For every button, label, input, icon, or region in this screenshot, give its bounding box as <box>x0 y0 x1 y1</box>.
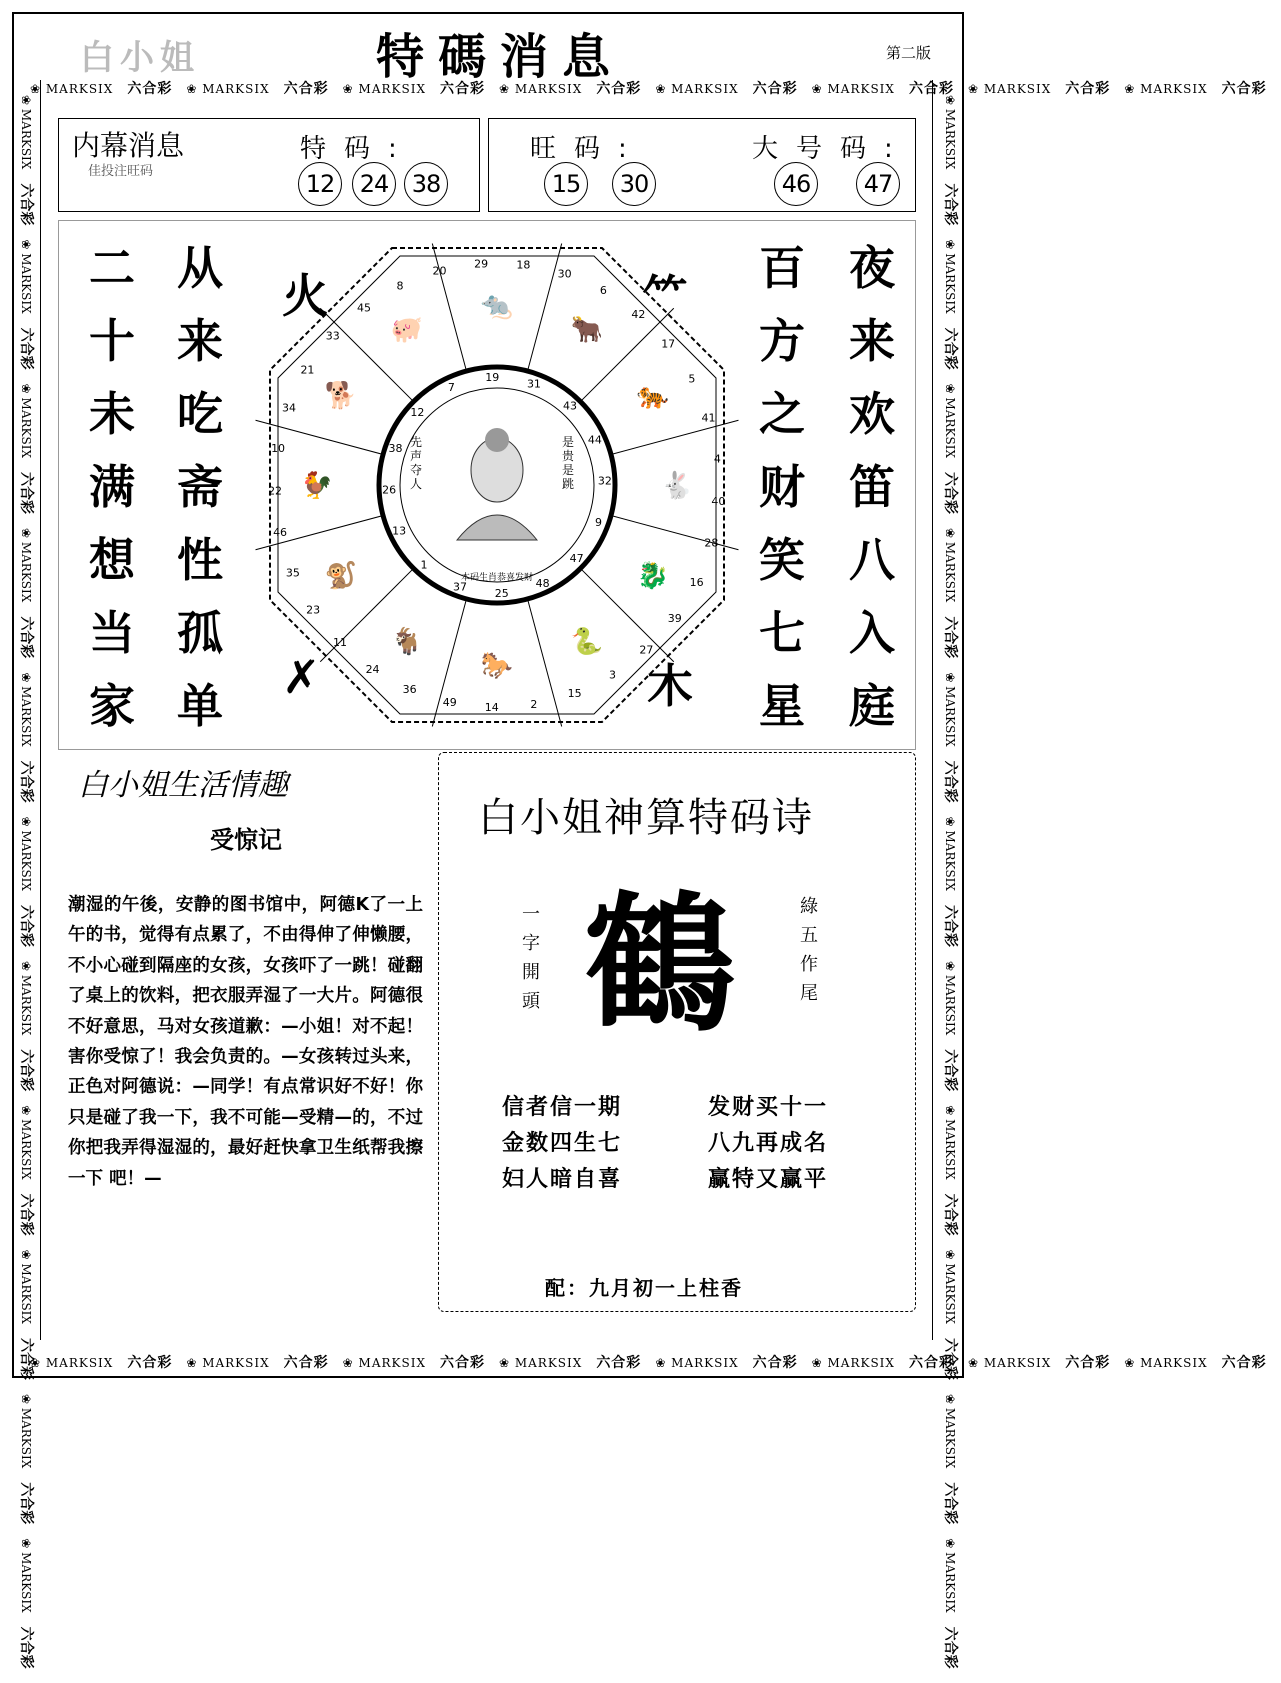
watermark-brand: ❀ MARKSIX <box>943 527 957 603</box>
watermark-brand: ❀ MARKSIX <box>811 82 895 96</box>
watermark-text <box>1124 1350 1266 1376</box>
wheel-outer-number: 6 <box>599 284 607 298</box>
story-heading: 白小姐生活情趣 <box>78 768 288 803</box>
poem-verses-left <box>502 1090 622 1198</box>
watermark-brand-cn: 六合彩 <box>908 81 954 97</box>
verse-char: 八 <box>849 533 895 587</box>
wheel-bottom-caption: 本码生肖恭喜发财 <box>460 573 533 583</box>
watermark-brand: ❀ MARKSIX <box>19 960 33 1036</box>
wheel-inner-number: 37 <box>453 580 468 594</box>
wheel-spoke <box>611 516 739 550</box>
poem-right-note <box>794 892 824 1008</box>
ox-icon: 🐂 <box>570 315 604 346</box>
watermark-brand: ❀ MARKSIX <box>943 672 957 747</box>
corner-brush-icon: ✗ <box>282 650 321 704</box>
dragon-icon: 🐉 <box>636 561 670 591</box>
verse-char: 夜 <box>849 241 895 295</box>
watermark-brand: ❀ MARKSIX <box>811 1356 895 1370</box>
special-code-1: 12 <box>298 162 342 206</box>
wheel-inner-number: 32 <box>597 474 612 488</box>
right-divider <box>932 80 933 1340</box>
left-verse-column-1 <box>82 232 142 743</box>
wheel-inner-number: 12 <box>410 406 425 420</box>
watermark-text <box>936 961 964 1091</box>
prosper-code-2: 30 <box>612 162 656 206</box>
wheel-spoke <box>611 420 739 454</box>
watermark-text <box>812 1350 954 1376</box>
watermark-brand-cn: 六合彩 <box>942 1337 958 1380</box>
wheel-spoke <box>528 244 562 372</box>
wheel-outer-number: 17 <box>661 337 676 351</box>
verse-char: 想 <box>89 533 135 587</box>
watermark-brand-cn: 六合彩 <box>596 81 642 97</box>
watermark-right <box>936 95 964 1669</box>
verse-char: 笑 <box>759 533 805 587</box>
watermark-brand-cn: 六合彩 <box>18 327 34 370</box>
watermark-brand: ❀ MARKSIX <box>1124 1356 1208 1370</box>
watermark-brand: ❀ MARKSIX <box>943 1393 957 1469</box>
faded-header-text: 白小姐 <box>80 38 200 78</box>
wheel-outer-number: 2 <box>530 697 538 711</box>
watermark-brand-cn: 六合彩 <box>908 1355 954 1371</box>
corner-brush-icon: ⽕ <box>282 269 328 323</box>
wheel-outer-number: 35 <box>285 566 300 580</box>
watermark-text <box>12 961 40 1091</box>
watermark-brand-cn: 六合彩 <box>752 81 798 97</box>
story-title: 受惊记 <box>210 826 282 854</box>
watermark-brand: ❀ MARKSIX <box>1124 82 1208 96</box>
verse-char: 星 <box>759 679 805 733</box>
verse-char: 十 <box>89 314 135 368</box>
watermark-text <box>30 76 172 102</box>
verse-char: 来 <box>177 314 223 368</box>
watermark-brand: ❀ MARKSIX <box>19 527 33 603</box>
watermark-brand-cn: 六合彩 <box>18 1337 34 1380</box>
watermark-brand-cn: 六合彩 <box>127 1355 173 1371</box>
verse-char: 斋 <box>177 460 223 514</box>
wheel-outer-number: 46 <box>273 526 288 540</box>
watermark-text <box>1124 76 1266 102</box>
watermark-brand-cn: 六合彩 <box>942 471 958 514</box>
snake-icon: 🐍 <box>570 626 604 657</box>
watermark-top <box>30 76 1267 102</box>
watermark-brand: ❀ MARKSIX <box>943 383 957 458</box>
wheel-outer-number: 36 <box>402 683 417 697</box>
verse-line: 赢特又赢平 <box>708 1167 829 1192</box>
wheel-outer-number: 18 <box>516 258 531 272</box>
wheel-outer-number: 39 <box>667 612 682 626</box>
watermark-brand-cn: 六合彩 <box>942 183 958 226</box>
wheel-inner-number: 38 <box>388 442 403 456</box>
verse-char: 性 <box>177 533 223 587</box>
story-body: 潮湿的午後，安静的图书馆中，阿德K了一上午的书，觉得有点累了，不由得伸了伸懒腰，不小心碰到隔座的女孩，女孩吓了一跳！碰翻了桌上的饮料，把衣服弄湿了一大片。阿德很不好意思，马对女孩道歉：—小姐！对不起！害你受惊了！我会负责的。—女孩转过头来，正色对阿德说：—同学！有点常识好不好！你只是碰了我一下，我不可能—受精—的，不过你把我弄得湿湿的，最好赶快拿卫生纸帮我擦一下 吧！— <box>68 895 423 1189</box>
verse-line: 信者信一期 <box>502 1095 623 1120</box>
wheel-inner-number: 31 <box>526 377 541 391</box>
watermark-brand: ❀ MARKSIX <box>655 1356 739 1370</box>
wheel-left-caption: 先声夺人 <box>410 435 423 491</box>
wheel-inner-number: 19 <box>485 371 500 385</box>
watermark-text <box>936 95 964 225</box>
page-title: 特碼消息 <box>375 29 624 85</box>
wheel-outer-number: 22 <box>268 484 283 498</box>
watermark-brand-cn: 六合彩 <box>283 1355 329 1371</box>
wheel-outer-number: 8 <box>396 279 404 293</box>
special-code-label: 特码: <box>300 134 415 164</box>
watermark-text <box>186 76 328 102</box>
wheel-inner-number: 7 <box>447 381 455 395</box>
watermark-text <box>343 1350 485 1376</box>
watermark-brand: ❀ MARKSIX <box>943 816 957 891</box>
wheel-outer-number: 4 <box>713 452 721 466</box>
verse-char: 单 <box>177 679 223 733</box>
wheel-outer-number: 14 <box>484 700 499 714</box>
right-verse-column-1 <box>752 232 812 743</box>
wheel-outer-number: 5 <box>688 372 696 386</box>
wheel-outer-number: 28 <box>704 536 719 550</box>
watermark-brand-cn: 六合彩 <box>18 904 34 947</box>
watermark-brand: ❀ MARKSIX <box>498 82 583 96</box>
corner-brush-icon: ⽊ <box>647 659 693 713</box>
wheel-outer-number: 34 <box>281 401 296 415</box>
zodiac-wheel <box>262 240 732 730</box>
watermark-brand-cn: 六合彩 <box>439 1355 485 1371</box>
note-char: 字 <box>522 933 540 954</box>
watermark-brand-cn: 六合彩 <box>18 183 34 226</box>
watermark-brand: ❀ MARKSIX <box>943 960 957 1036</box>
watermark-brand-cn: 六合彩 <box>283 81 329 97</box>
special-code-2: 24 <box>352 162 396 206</box>
verse-char: 入 <box>849 606 895 660</box>
verse-char: 从 <box>177 241 223 295</box>
watermark-text <box>12 528 40 658</box>
watermark-text <box>12 672 40 802</box>
pig-icon: 🐖 <box>390 315 424 346</box>
wheel-outer-number: 21 <box>300 363 315 377</box>
wheel-inner-number: 48 <box>535 576 550 590</box>
wheel-outer-number: 40 <box>711 494 726 508</box>
note-char: 頭 <box>522 991 540 1012</box>
horse-icon: 🐎 <box>480 651 514 681</box>
wheel-inner-number: 26 <box>382 483 397 497</box>
watermark-brand: ❀ MARKSIX <box>342 82 426 96</box>
watermark-text <box>12 239 40 369</box>
note-char: 尾 <box>800 983 818 1004</box>
wheel-inner-number: 13 <box>392 524 407 538</box>
watermark-text <box>936 528 964 658</box>
wheel-outer-number: 41 <box>701 411 716 425</box>
watermark-brand: ❀ MARKSIX <box>19 239 33 314</box>
watermark-text <box>12 95 40 225</box>
watermark-brand: ❀ MARKSIX <box>19 1105 33 1180</box>
verse-char: 未 <box>89 387 135 441</box>
watermark-brand: ❀ MARKSIX <box>498 1356 583 1370</box>
edition-label: 第二版 <box>886 44 932 62</box>
watermark-text <box>968 76 1110 102</box>
watermark-brand-cn: 六合彩 <box>942 760 958 803</box>
watermark-brand-cn: 六合彩 <box>942 1049 958 1092</box>
wheel-inner-number: 25 <box>494 586 509 600</box>
watermark-brand: ❀ MARKSIX <box>19 95 33 170</box>
wheel-outer-number: 3 <box>609 668 617 682</box>
watermark-brand: ❀ MARKSIX <box>967 1356 1052 1370</box>
verse-char: 当 <box>89 606 135 660</box>
watermark-brand: ❀ MARKSIX <box>19 816 33 891</box>
watermark-brand: ❀ MARKSIX <box>943 239 957 314</box>
verse-line: 妇人暗自喜 <box>502 1167 623 1192</box>
watermark-brand-cn: 六合彩 <box>127 81 173 97</box>
wheel-outer-number: 24 <box>365 662 380 676</box>
watermark-brand: ❀ MARKSIX <box>943 1538 957 1613</box>
watermark-brand: ❀ MARKSIX <box>30 1356 114 1370</box>
big-number-1: 46 <box>774 162 818 206</box>
right-verse-column-2 <box>842 232 902 743</box>
watermark-text <box>12 384 40 514</box>
verse-char: 庭 <box>849 679 895 733</box>
watermark-brand-cn: 六合彩 <box>1065 1355 1111 1371</box>
verse-char: 孤 <box>177 606 223 660</box>
verse-char: 笛 <box>849 460 895 514</box>
wheel-outer-number: 29 <box>474 257 489 271</box>
watermark-text <box>655 1350 797 1376</box>
watermark-text <box>655 76 797 102</box>
wheel-outer-number: 11 <box>333 635 348 649</box>
wheel-inner-number: 43 <box>562 399 577 413</box>
watermark-left <box>12 95 40 1669</box>
wheel-outer-number: 27 <box>639 643 654 657</box>
note-char: 作 <box>800 954 818 975</box>
poem-character: 鶴 <box>585 877 736 1053</box>
inside-news-label: 内幕消息 <box>72 129 185 162</box>
wheel-inner-number: 1 <box>420 558 428 572</box>
watermark-brand-cn: 六合彩 <box>942 616 958 659</box>
watermark-brand: ❀ MARKSIX <box>342 1356 426 1370</box>
note-char: 五 <box>800 925 818 946</box>
verse-line: 八九再成名 <box>708 1131 829 1156</box>
watermark-text <box>936 1105 964 1235</box>
watermark-text <box>812 76 954 102</box>
big-number-2: 47 <box>856 162 900 206</box>
rat-icon: 🐀 <box>480 291 514 321</box>
special-code-3: 38 <box>404 162 448 206</box>
wheel-outer-number: 10 <box>271 442 286 456</box>
left-divider <box>40 80 41 1340</box>
watermark-text <box>343 76 485 102</box>
wheel-outer-number: 45 <box>356 301 371 315</box>
watermark-brand: ❀ MARKSIX <box>19 1249 33 1324</box>
verse-char: 吃 <box>177 387 223 441</box>
monkey-icon: 🐒 <box>324 561 358 591</box>
verse-char: 来 <box>849 314 895 368</box>
watermark-brand-cn: 六合彩 <box>942 1482 958 1525</box>
watermark-text <box>12 1394 40 1524</box>
watermark-brand: ❀ MARKSIX <box>943 95 957 170</box>
verse-line: 金数四生七 <box>502 1131 623 1156</box>
wheel-inner-number: 47 <box>569 551 584 565</box>
poem-title: 白小姐神算特码诗 <box>478 795 814 841</box>
watermark-brand-cn: 六合彩 <box>1221 1355 1267 1371</box>
watermark-brand-cn: 六合彩 <box>18 1049 34 1092</box>
watermark-brand-cn: 六合彩 <box>942 1626 958 1669</box>
goat-icon: 🐐 <box>390 626 424 657</box>
verse-char: 之 <box>759 387 805 441</box>
watermark-text <box>936 817 964 947</box>
watermark-brand-cn: 六合彩 <box>18 616 34 659</box>
poem-pairing: 配：九月初一上柱香 <box>545 1276 743 1300</box>
rabbit-icon: 🐇 <box>660 471 694 501</box>
verse-line: 发财买十一 <box>708 1095 829 1120</box>
wheel-outer-number: 20 <box>432 264 447 278</box>
wheel-outer-number: 30 <box>557 267 572 281</box>
watermark-brand: ❀ MARKSIX <box>943 1105 957 1180</box>
watermark-brand: ❀ MARKSIX <box>19 1538 33 1613</box>
left-verse-column-2 <box>170 232 230 743</box>
watermark-brand: ❀ MARKSIX <box>30 82 114 96</box>
wheel-inner-number: 44 <box>587 433 602 447</box>
note-char: 綠 <box>800 896 818 917</box>
wheel-outer-number: 33 <box>325 329 340 343</box>
watermark-text <box>12 1250 40 1380</box>
inside-news-sub: 佳投注旺码 <box>88 164 154 179</box>
watermark-brand-cn: 六合彩 <box>942 904 958 947</box>
watermark-text <box>30 1350 172 1376</box>
watermark-text <box>186 1350 328 1376</box>
watermark-brand-cn: 六合彩 <box>18 1626 34 1669</box>
verse-char: 家 <box>89 679 135 733</box>
watermark-brand-cn: 六合彩 <box>439 81 485 97</box>
watermark-text <box>936 384 964 514</box>
watermark-bottom <box>30 1350 1267 1376</box>
prosper-code-label: 旺码: <box>530 134 645 164</box>
watermark-text <box>936 1250 964 1380</box>
wheel-inner-number: 9 <box>594 515 602 529</box>
watermark-brand: ❀ MARKSIX <box>943 1249 957 1324</box>
watermark-text <box>968 1350 1110 1376</box>
watermark-brand-cn: 六合彩 <box>18 471 34 514</box>
watermark-text <box>12 817 40 947</box>
wheel-outer-number: 23 <box>306 603 321 617</box>
watermark-text <box>936 672 964 802</box>
watermark-brand-cn: 六合彩 <box>18 1193 34 1236</box>
verse-char: 百 <box>759 241 805 295</box>
watermark-brand: ❀ MARKSIX <box>19 672 33 747</box>
watermark-text <box>936 1538 964 1668</box>
watermark-text <box>499 76 641 102</box>
watermark-brand-cn: 六合彩 <box>18 760 34 803</box>
note-char: 開 <box>522 962 540 983</box>
verse-char: 二 <box>89 241 135 295</box>
watermark-brand: ❀ MARKSIX <box>186 82 270 96</box>
watermark-brand: ❀ MARKSIX <box>19 1393 33 1469</box>
tiger-icon: 🐅 <box>636 381 670 411</box>
watermark-text <box>499 1350 641 1376</box>
watermark-brand-cn: 六合彩 <box>1065 81 1111 97</box>
verse-char: 七 <box>759 606 805 660</box>
rooster-icon: 🐓 <box>300 471 334 501</box>
verse-char: 欢 <box>849 387 895 441</box>
wheel-outer-number: 49 <box>442 695 457 709</box>
watermark-brand-cn: 六合彩 <box>942 327 958 370</box>
verse-char: 满 <box>89 460 135 514</box>
verse-char: 方 <box>759 314 805 368</box>
watermark-text <box>12 1105 40 1235</box>
watermark-brand-cn: 六合彩 <box>752 1355 798 1371</box>
dog-icon: 🐕 <box>324 381 358 411</box>
watermark-brand: ❀ MARKSIX <box>19 383 33 458</box>
note-char: 一 <box>522 904 540 925</box>
watermark-text <box>936 1394 964 1524</box>
watermark-brand: ❀ MARKSIX <box>655 82 739 96</box>
wheel-outer-number: 16 <box>689 576 704 590</box>
big-number-label: 大号码: <box>752 134 911 164</box>
wheel-right-caption: 是贵是跳 <box>562 435 575 491</box>
prosper-code-1: 15 <box>544 162 588 206</box>
poem-verses-right <box>708 1090 828 1198</box>
wheel-spoke <box>432 244 466 372</box>
watermark-brand-cn: 六合彩 <box>1221 81 1267 97</box>
watermark-brand-cn: 六合彩 <box>18 1482 34 1525</box>
corner-brush-icon: ⺮ <box>642 269 688 323</box>
deity-figure-icon <box>457 428 537 540</box>
poem-left-note <box>516 900 546 1016</box>
watermark-text <box>12 1538 40 1668</box>
watermark-brand: ❀ MARKSIX <box>967 82 1052 96</box>
watermark-brand-cn: 六合彩 <box>942 1193 958 1236</box>
verse-char: 财 <box>759 460 805 514</box>
wheel-outer-number: 42 <box>631 307 646 321</box>
wheel-outer-number: 15 <box>567 687 582 701</box>
watermark-brand: ❀ MARKSIX <box>186 1356 270 1370</box>
watermark-brand-cn: 六合彩 <box>596 1355 642 1371</box>
watermark-text <box>936 239 964 369</box>
